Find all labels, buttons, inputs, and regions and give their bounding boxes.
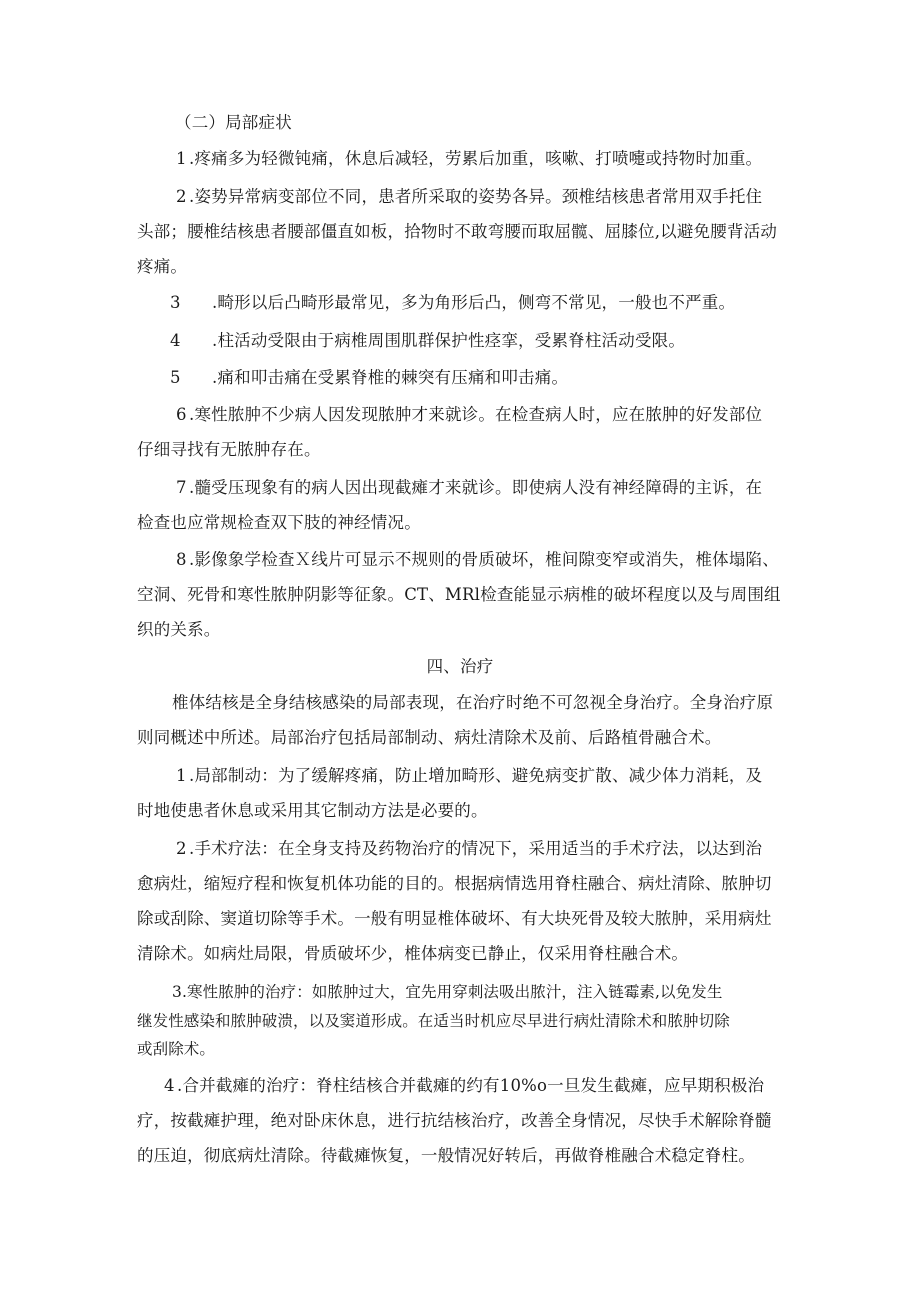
treatment-1-line-2: 时地使患者休息或采用其它制动方法是必要的。 (137, 801, 488, 820)
symptom-4-line-1: .柱活动受限由于病椎周围肌群保护性痉挛，受累脊柱活动受限。 (212, 331, 686, 350)
symptom-1-line-1: .疼痛多为轻微钝痛，休息后减轻，劳累后加重，咳嗽、打喷嚏或持物时加重。 (189, 149, 763, 168)
symptom-8-line-1: .影像象学检查Ｘ线片可显示不规则的骨质破坏，椎间隙变窄或消失，椎体塌陷、 (189, 550, 779, 569)
subheading-local-symptoms: （二）局部症状 (175, 113, 292, 132)
symptom-8-line-3: 织的关系。 (137, 620, 221, 639)
treatment-2-line-1: .手术疗法：在全身支持及药物治疗的情况下，采用适当的手术疗法，以达到治 (189, 839, 763, 858)
treatment-2-line-4: 清除术。如病灶局限，骨质破坏少，椎体病变已静止，仅采用脊柱融合术。 (137, 944, 689, 963)
treatment-3-line-2: 继发性感染和脓肿破溃，以及窦道形成。在适当时机应尽早进行病灶清除术和脓肿切除 (137, 1012, 730, 1030)
section-title-treatment: 四、治疗 (426, 657, 494, 676)
treatment-2-number: 2 (176, 839, 187, 858)
treatment-3-number: 3 (172, 983, 182, 1001)
treatment-intro-line-2: 则同概述中所述。局部治疗包括局部制动、病灶清除术及前、后路植骨融合术。 (137, 728, 722, 747)
symptom-6-number: 6 (176, 405, 187, 424)
treatment-4-number: 4 (164, 1076, 175, 1095)
symptom-6-line-1: .寒性脓肿不少病人因发现脓肿才来就诊。在检查病人时，应在脓肿的好发部位 (189, 405, 763, 424)
symptom-2-line-3: 疼痛。 (137, 257, 188, 276)
treatment-2-line-3: 除或刮除、窦道切除等手术。一般有明显椎体破坏、有大块死骨及较大脓肿，采用病灶 (137, 909, 772, 928)
symptom-2-line-2: 头部；腰椎结核患者腰部僵直如板，拾物时不敢弯腰而取屈髋、屈膝位,以避免腰背活动 (137, 222, 778, 241)
symptom-7-number: 7 (176, 478, 187, 497)
treatment-4-line-2: 疗，按截瘫护理，绝对卧床休息，进行抗结核治疗，改善全身情况，尽快手术解除脊髓 (137, 1111, 772, 1130)
symptom-3-line-1: .畸形以后凸畸形最常见，多为角形后凸，侧弯不常见，一般也不严重。 (212, 293, 736, 312)
symptom-2-number: 2 (176, 187, 187, 206)
treatment-4-line-3: 的压迫，彻底病灶清除。待截瘫恢复，一般情况好转后，再做脊椎融合术稳定脊柱。 (137, 1146, 755, 1165)
symptom-6-line-2: 仔细寻找有无脓肿存在。 (137, 440, 321, 459)
treatment-3-line-3: 或刮除术。 (137, 1040, 216, 1058)
symptom-3-number: 3 (170, 293, 181, 312)
symptom-7-line-1: .髓受压现象有的病人因出现截瘫才来就诊。即使病人没有神经障碍的主诉，在 (189, 478, 763, 497)
treatment-2-line-2: 愈病灶，缩短疗程和恢复机体功能的目的。根据病情选用脊柱融合、病灶清除、脓肿切 (137, 874, 772, 893)
treatment-4-line-1: .合并截瘫的治疗：脊柱结核合并截瘫的约有10%o一旦发生截瘫，应早期积极治 (177, 1076, 765, 1095)
treatment-intro-line-1: 椎体结核是全身结核感染的局部表现，在治疗时绝不可忽视全身治疗。全身治疗原 (172, 693, 774, 712)
symptom-8-line-2: 空洞、死骨和寒性脓肿阴影等征象。CT、MRl检查能显示病椎的破坏程度以及与周围组 (137, 585, 781, 604)
treatment-1-line-1: .局部制动：为了缓解疼痛，防止增加畸形、避免病变扩散、减少体力消耗，及 (189, 766, 763, 785)
symptom-8-number: 8 (176, 550, 187, 569)
treatment-3-line-1: .寒性脓肿的治疗：如脓肿过大，宜先用穿刺法吸出脓汁，注入链霉素,以免发生 (182, 983, 723, 1001)
symptom-5-line-1: .痛和叩击痛在受累脊椎的棘突有压痛和叩击痛。 (212, 368, 569, 387)
symptom-4-number: 4 (170, 331, 181, 350)
symptom-1-number: 1 (176, 149, 187, 168)
symptom-5-number: 5 (170, 368, 181, 387)
symptom-2-line-1: .姿势异常病变部位不同，患者所采取的姿势各异。颈椎结核患者常用双手托住 (189, 187, 763, 206)
treatment-1-number: 1 (176, 766, 187, 785)
symptom-7-line-2: 检查也应常规检查双下肢的神经情况。 (137, 513, 421, 532)
